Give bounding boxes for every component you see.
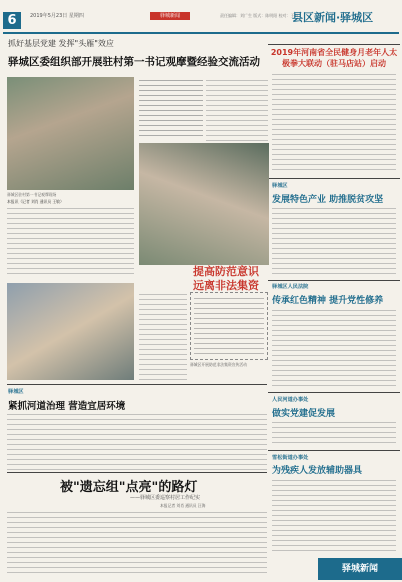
middle-headline-2: 远离非法集资 xyxy=(193,279,259,292)
right-body xyxy=(272,308,396,388)
middle-photo-caption: 驿城区开展防范非法集资宣传活动 xyxy=(190,362,247,367)
paper-logo: 驿城新闻 xyxy=(150,12,190,20)
lead-kicker: 抓好基层党建 发挥"头雁"效应 xyxy=(8,39,114,48)
right-headline: 做实党建促发展 xyxy=(272,409,336,419)
right-body xyxy=(272,478,396,554)
page-number: 6 xyxy=(3,12,21,29)
left-body xyxy=(7,412,267,470)
right-section-label: 人民河道办事处 xyxy=(272,397,309,403)
bottom-rule xyxy=(7,472,267,473)
left-headline: 紧抓河道治理 营造宜居环境 xyxy=(8,401,126,412)
lead-headline: 驿城区委组织部开展驻村第一书记观摩暨经验交流活动 xyxy=(8,56,260,68)
issue-date: 2019年5月23日 星期四 xyxy=(30,13,84,19)
right-rule xyxy=(268,178,400,179)
bottom-body xyxy=(7,510,267,576)
section-title: 县区新闻·驿城区 xyxy=(292,11,374,24)
middle-note-box xyxy=(190,292,268,360)
right-top-headline: 2019年河南省全民健身月老年人太极拳大联动（驻马店站）启动 xyxy=(270,48,398,68)
right-rule xyxy=(268,280,400,281)
left-rule xyxy=(7,384,267,385)
header-rule xyxy=(3,32,399,34)
middle-headline-1: 提高防范意识 xyxy=(193,265,259,278)
right-body xyxy=(272,420,396,446)
right-section-label: 雪松街道办事处 xyxy=(272,455,309,461)
middle-photo xyxy=(139,143,269,265)
bottom-byline: 本报记者 刘肖 通讯员 汪海 xyxy=(160,503,206,508)
editor-line: 责任编辑：刘广生 版式：陈明阳 校对：王辉 xyxy=(220,13,299,18)
right-rule xyxy=(268,450,400,451)
footer-banner: 驿城新闻 xyxy=(318,558,402,580)
page-header xyxy=(0,0,402,34)
lead-photo xyxy=(7,77,134,190)
right-section-label: 驿城区 xyxy=(272,183,288,189)
right-headline: 传承红色精神 提升党性修养 xyxy=(272,296,384,306)
right-top-body xyxy=(272,72,396,172)
left-section-label: 驿城区 xyxy=(8,389,24,395)
right-body xyxy=(272,206,396,276)
right-headline: 发展特色产业 助推脱贫攻坚 xyxy=(272,195,384,205)
lead-body-text xyxy=(7,206,134,278)
lead-byline: 本报讯（记者 刘肖 通讯员 王敏） xyxy=(7,199,64,204)
right-section-label: 驿城区人民法院 xyxy=(272,284,309,290)
bottom-subtitle: ——驿城区委巡察村居工作纪实 xyxy=(130,495,201,501)
lead-body-text xyxy=(139,78,203,138)
right-headline: 为残疾人发放辅助器具 xyxy=(272,466,363,476)
bottom-headline: 被"遗忘组"点亮"的路灯 xyxy=(60,480,198,495)
right-rule xyxy=(268,44,400,45)
middle-body xyxy=(139,292,187,382)
middle-photo-2 xyxy=(7,283,134,380)
right-rule xyxy=(268,392,400,393)
lead-photo-caption: 驿城区驻村第一书记观摩现场 xyxy=(7,192,57,197)
